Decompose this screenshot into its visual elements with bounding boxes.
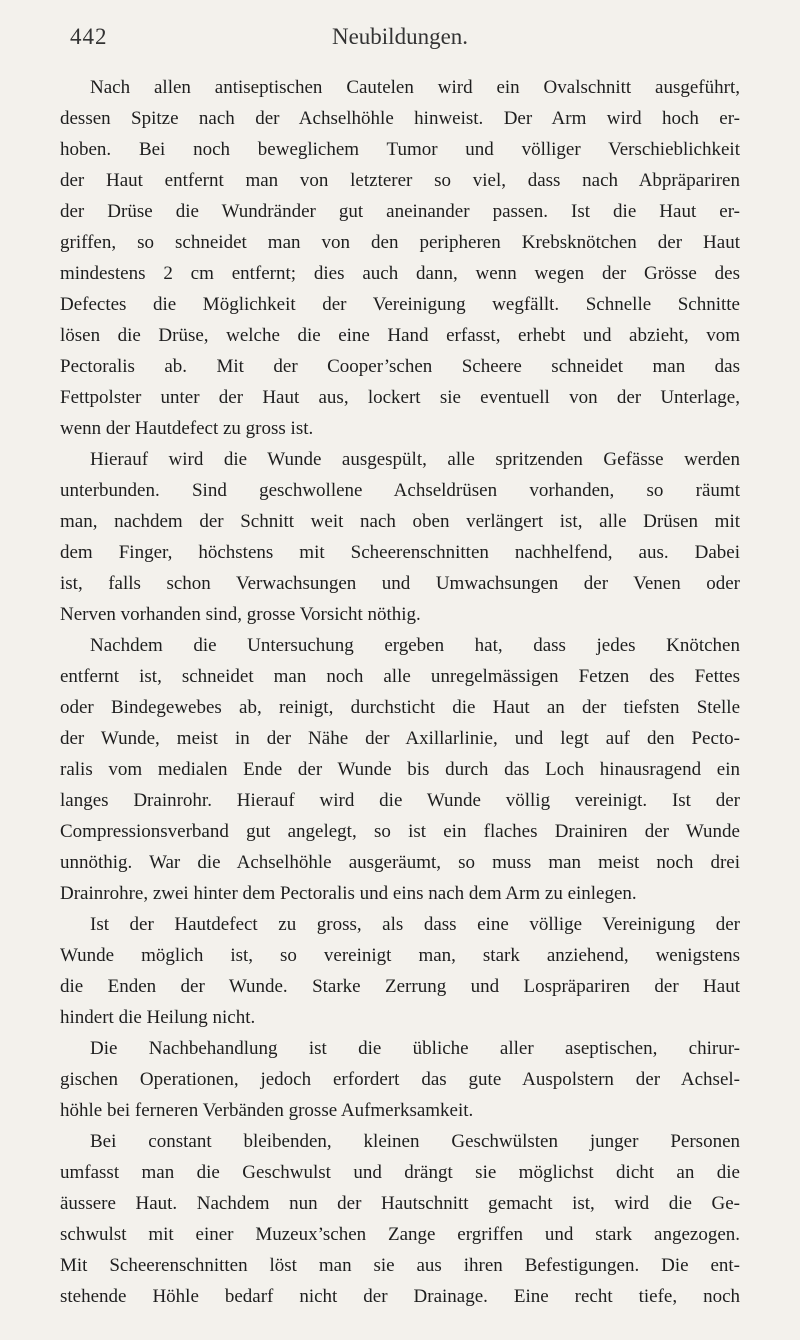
text-line: Defectes die Möglichkeit der Vereinigung wegfällt. Schnelle Schnitte [60,294,740,315]
text-line: stehende Höhle bedarf nicht der Drainage. Eine recht tiefe, noch [60,1286,740,1307]
text-line: die Enden der Wunde. Starke Zerrung und Lospräpariren der Haut [60,976,740,997]
text-line: Drainrohre, zwei hinter dem Pectoralis und eins nach dem Arm zu einlegen. [60,883,637,904]
text-line: wenn der Hautdefect zu gross ist. [60,418,314,439]
text-line: dessen Spitze nach der Achselhöhle hinweist. Der Arm wird hoch er- [60,108,740,129]
text-line: Mit Scheerenschnitten löst man sie aus ihren Befestigungen. Die ent- [60,1255,740,1276]
text-line: Wunde möglich ist, so vereinigt man, stark anziehend, wenigstens [60,945,740,966]
text-line: Fettpolster unter der Haut aus, lockert sie eventuell von der Unterlage, [60,387,740,408]
text-line: Nach allen antiseptischen Cautelen wird ein Ovalschnitt ausgeführt, [90,77,740,98]
body-text [60,72,740,1312]
text-line: der Wunde, meist in der Nähe der Axillarlinie, und legt auf den Pecto- [60,728,740,749]
text-line: hoben. Bei noch beweglichem Tumor und völliger Verschieblichkeit [60,139,740,160]
text-line: mindestens 2 cm entfernt; dies auch dann, wenn wegen der Grösse des [60,263,740,284]
text-line: Compressionsverband gut angelegt, so ist ein flaches Drainiren der Wunde [60,821,740,842]
text-line: hindert die Heilung nicht. [60,1007,256,1028]
text-line: Bei constant bleibenden, kleinen Geschwülsten junger Personen [90,1131,740,1152]
page-header [0,24,800,54]
text-line: höhle bei ferneren Verbänden grosse Aufmerksamkeit. [60,1100,474,1121]
running-title: Neubildungen. [331,24,469,49]
text-line: dem Finger, höchstens mit Scheerenschnitten nachhelfend, aus. Dabei [60,542,740,563]
text-line: oder Bindegewebes ab, reinigt, durchsticht die Haut an der tiefsten Stelle [60,697,740,718]
text-line: unterbunden. Sind geschwollene Achseldrüsen vorhanden, so räumt [60,480,740,501]
text-line: Hierauf wird die Wunde ausgespült, alle spritzenden Gefässe werden [90,449,740,470]
text-line: gischen Operationen, jedoch erfordert das gute Auspolstern der Achsel- [60,1069,740,1090]
text-line: Die Nachbehandlung ist die übliche aller aseptischen, chirur- [90,1038,740,1059]
text-line: Nerven vorhanden sind, grosse Vorsicht nöthig. [60,604,421,625]
text-line: langes Drainrohr. Hierauf wird die Wunde völlig vereinigt. Ist der [60,790,740,811]
text-line: äussere Haut. Nachdem nun der Hautschnitt gemacht ist, wird die Ge- [60,1193,740,1214]
text-line: ist, falls schon Verwachsungen und Umwachsungen der Venen oder [60,573,740,594]
text-line: umfasst man die Geschwulst und drängt sie möglichst dicht an die [60,1162,740,1183]
text-line: Pectoralis ab. Mit der Cooper’schen Scheere schneidet man das [60,356,740,377]
text-line: der Drüse die Wundränder gut aneinander passen. Ist die Haut er- [60,201,740,222]
text-line: lösen die Drüse, welche die eine Hand erfasst, erhebt und abzieht, vom [60,325,740,346]
text-line: schwulst mit einer Muzeux’schen Zange ergriffen und stark angezogen. [60,1224,740,1245]
text-line: entfernt ist, schneidet man noch alle unregelmässigen Fetzen des Fettes [60,666,740,687]
text-line: griffen, so schneidet man von den peripheren Krebsknötchen der Haut [60,232,740,253]
text-line: ralis vom medialen Ende der Wunde bis durch das Loch hinausragend ein [60,759,740,780]
text-line: Ist der Hautdefect zu gross, als dass eine völlige Vereinigung der [90,914,740,935]
text-line: unnöthig. War die Achselhöhle ausgeräumt, so muss man meist noch drei [60,852,740,873]
page-number: 442 [70,24,108,49]
text-line: Nachdem die Untersuchung ergeben hat, dass jedes Knötchen [90,635,740,656]
text-line: man, nachdem der Schnitt weit nach oben verlängert ist, alle Drüsen mit [60,511,740,532]
text-line: der Haut entfernt man von letzterer so viel, dass nach Abpräpariren [60,170,740,191]
